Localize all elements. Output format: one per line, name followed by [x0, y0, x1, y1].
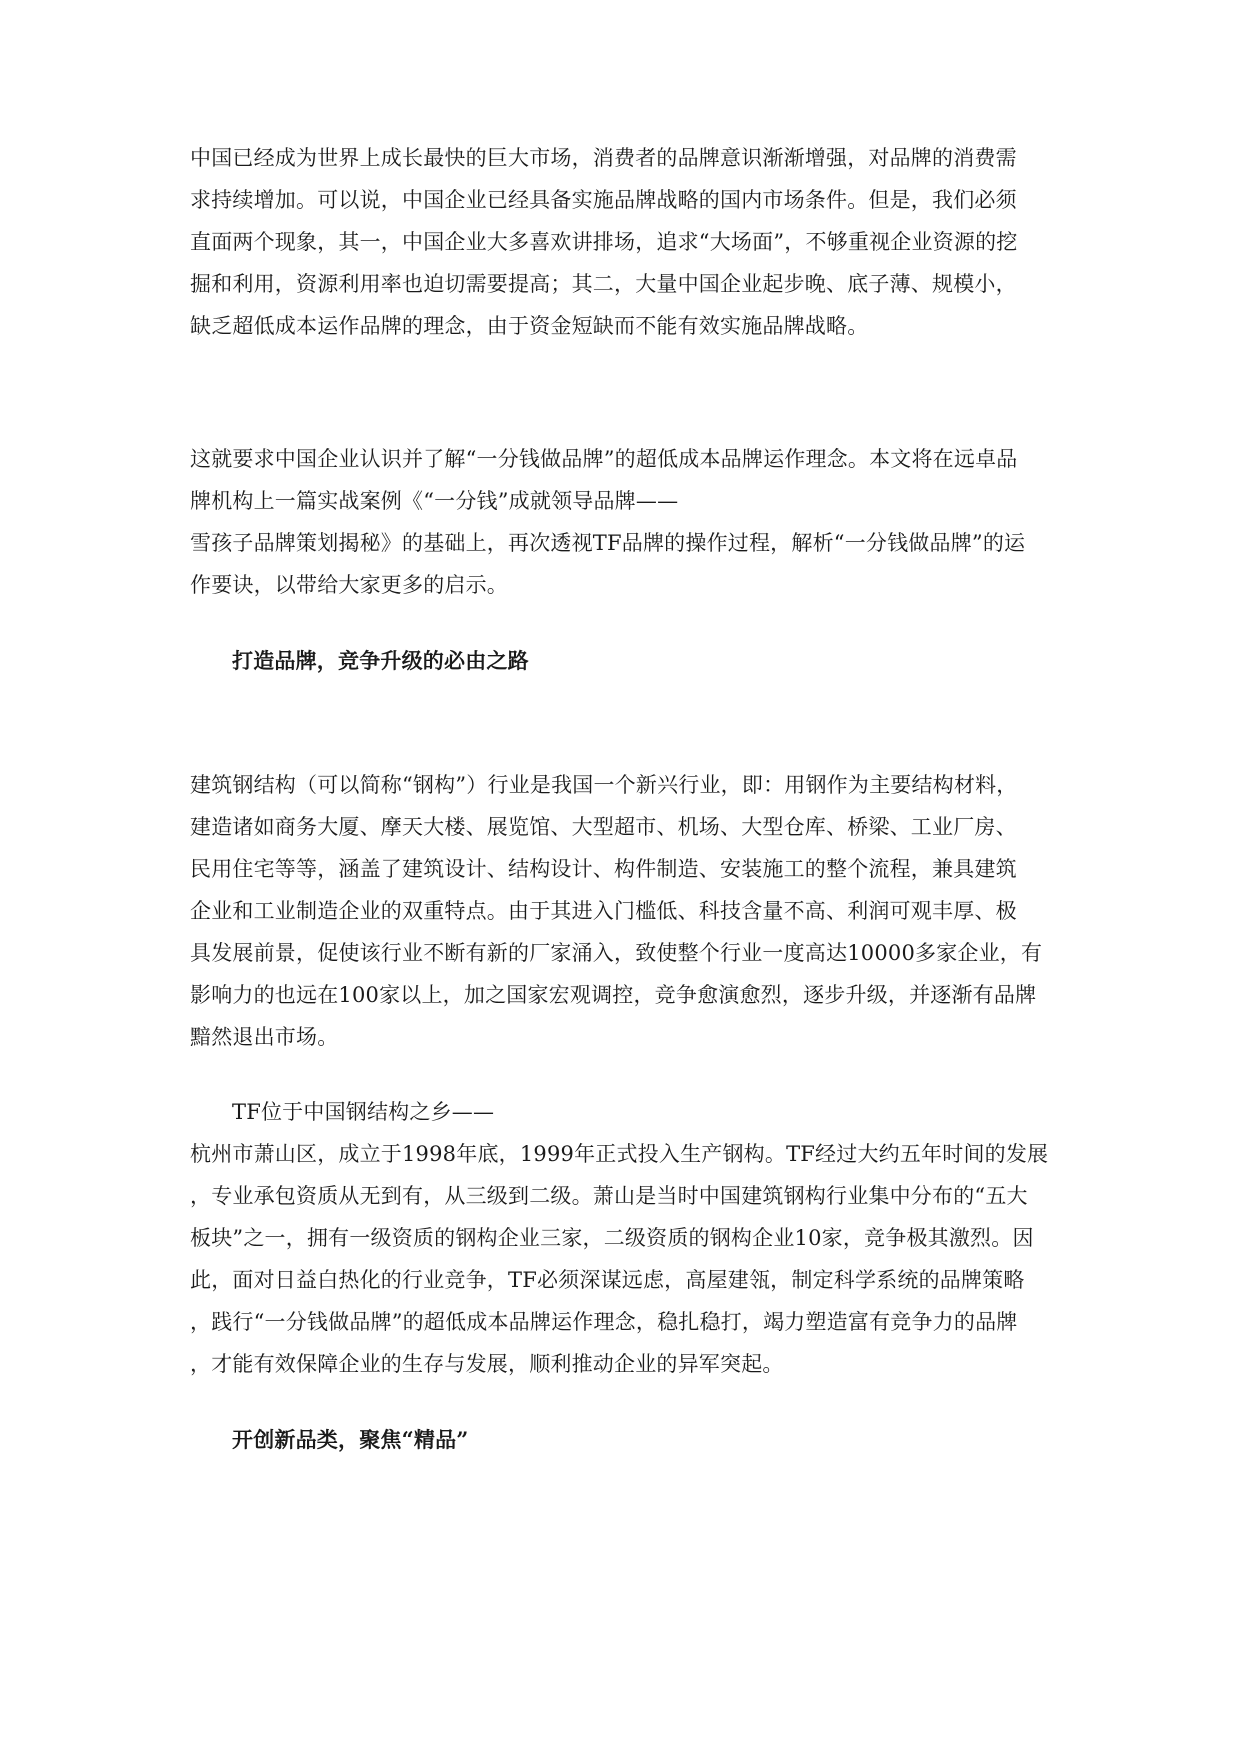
- paragraph-3-line-2: 建造诸如商务大厦、摩天大楼、展览馆、大型超市、机场、大型仓库、桥梁、工业厂房、: [190, 815, 1017, 839]
- paragraph-1-line-1: 中国已经成为世界上成长最快的巨大市场，消费者的品牌意识渐渐增强，对品牌的消费需: [190, 146, 1017, 170]
- paragraph-2-line-4: 作要诀，以带给大家更多的启示。: [190, 573, 508, 597]
- paragraph-3-line-6: 影响力的也远在100家以上，加之国家宏观调控，竞争愈演愈烈，逐步升级，并逐渐有品牌: [190, 983, 1037, 1007]
- paragraph-1-line-4: 掘和利用，资源利用率也迫切需要提高；其二，大量中国企业起步晚、底子薄、规模小，: [190, 272, 1017, 296]
- paragraph-3-line-4: 企业和工业制造企业的双重特点。由于其进入门槛低、科技含量不高、利润可观丰厚、极: [190, 899, 1017, 923]
- paragraph-1-line-5: 缺乏超低成本运作品牌的理念，由于资金短缺而不能有效实施品牌战略。: [190, 314, 869, 338]
- paragraph-4-line-1: 杭州市萧山区，成立于1998年底，1999年正式投入生产钢构。TF经过大约五年时间的发展: [190, 1142, 1049, 1166]
- section-heading-1: 打造品牌，竞争升级的必由之路: [232, 648, 529, 673]
- paragraph-3-line-5: 具发展前景，促使该行业不断有新的厂家涌入，致使整个行业一度高达10000多家企业，有: [190, 941, 1043, 965]
- paragraph-4-line-3: 板块”之一，拥有一级资质的钢构企业三家，二级资质的钢构企业10家，竞争极其激烈。因: [190, 1226, 1034, 1250]
- paragraph-2-line-2: 牌机构上一篇实战案例《“一分钱”成就领导品牌——: [190, 489, 679, 513]
- paragraph-4-line-2: ，专业承包资质从无到有，从三级到二级。萧山是当时中国建筑钢构行业集中分布的“五大: [190, 1184, 1028, 1208]
- paragraph-4-line-5: ，践行“一分钱做品牌”的超低成本品牌运作理念，稳扎稳打，竭力塑造富有竞争力的品牌: [190, 1310, 1018, 1334]
- paragraph-3-line-7: 黯然退出市场。: [190, 1025, 339, 1049]
- paragraph-4-line-4: 此，面对日益白热化的行业竞争，TF必须深谋远虑，高屋建瓴，制定科学系统的品牌策略: [190, 1268, 1025, 1292]
- paragraph-3-line-3: 民用住宅等等，涵盖了建筑设计、结构设计、构件制造、安装施工的整个流程，兼具建筑: [190, 857, 1017, 881]
- paragraph-1-line-2: 求持续增加。可以说，中国企业已经具备实施品牌战略的国内市场条件。但是，我们必须: [190, 188, 1017, 212]
- paragraph-4-first-line: TF位于中国钢结构之乡——: [232, 1100, 495, 1124]
- paragraph-3-line-1: 建筑钢结构（可以简称“钢构”）行业是我国一个新兴行业，即：用钢作为主要结构材料，: [190, 773, 1018, 797]
- paragraph-2-line-3: 雪孩子品牌策划揭秘》的基础上，再次透视TF品牌的操作过程，解析“一分钱做品牌”的运: [190, 531, 1026, 555]
- paragraph-4-line-6: ，才能有效保障企业的生存与发展，顺利推动企业的异军突起。: [190, 1352, 784, 1376]
- section-heading-2: 开创新品类，聚焦“精品”: [232, 1427, 469, 1452]
- paragraph-1-line-3: 直面两个现象，其一，中国企业大多喜欢讲排场，追求“大场面”，不够重视企业资源的挖: [190, 230, 1018, 254]
- paragraph-2-line-1: 这就要求中国企业认识并了解“一分钱做品牌”的超低成本品牌运作理念。本文将在远卓品: [190, 447, 1018, 471]
